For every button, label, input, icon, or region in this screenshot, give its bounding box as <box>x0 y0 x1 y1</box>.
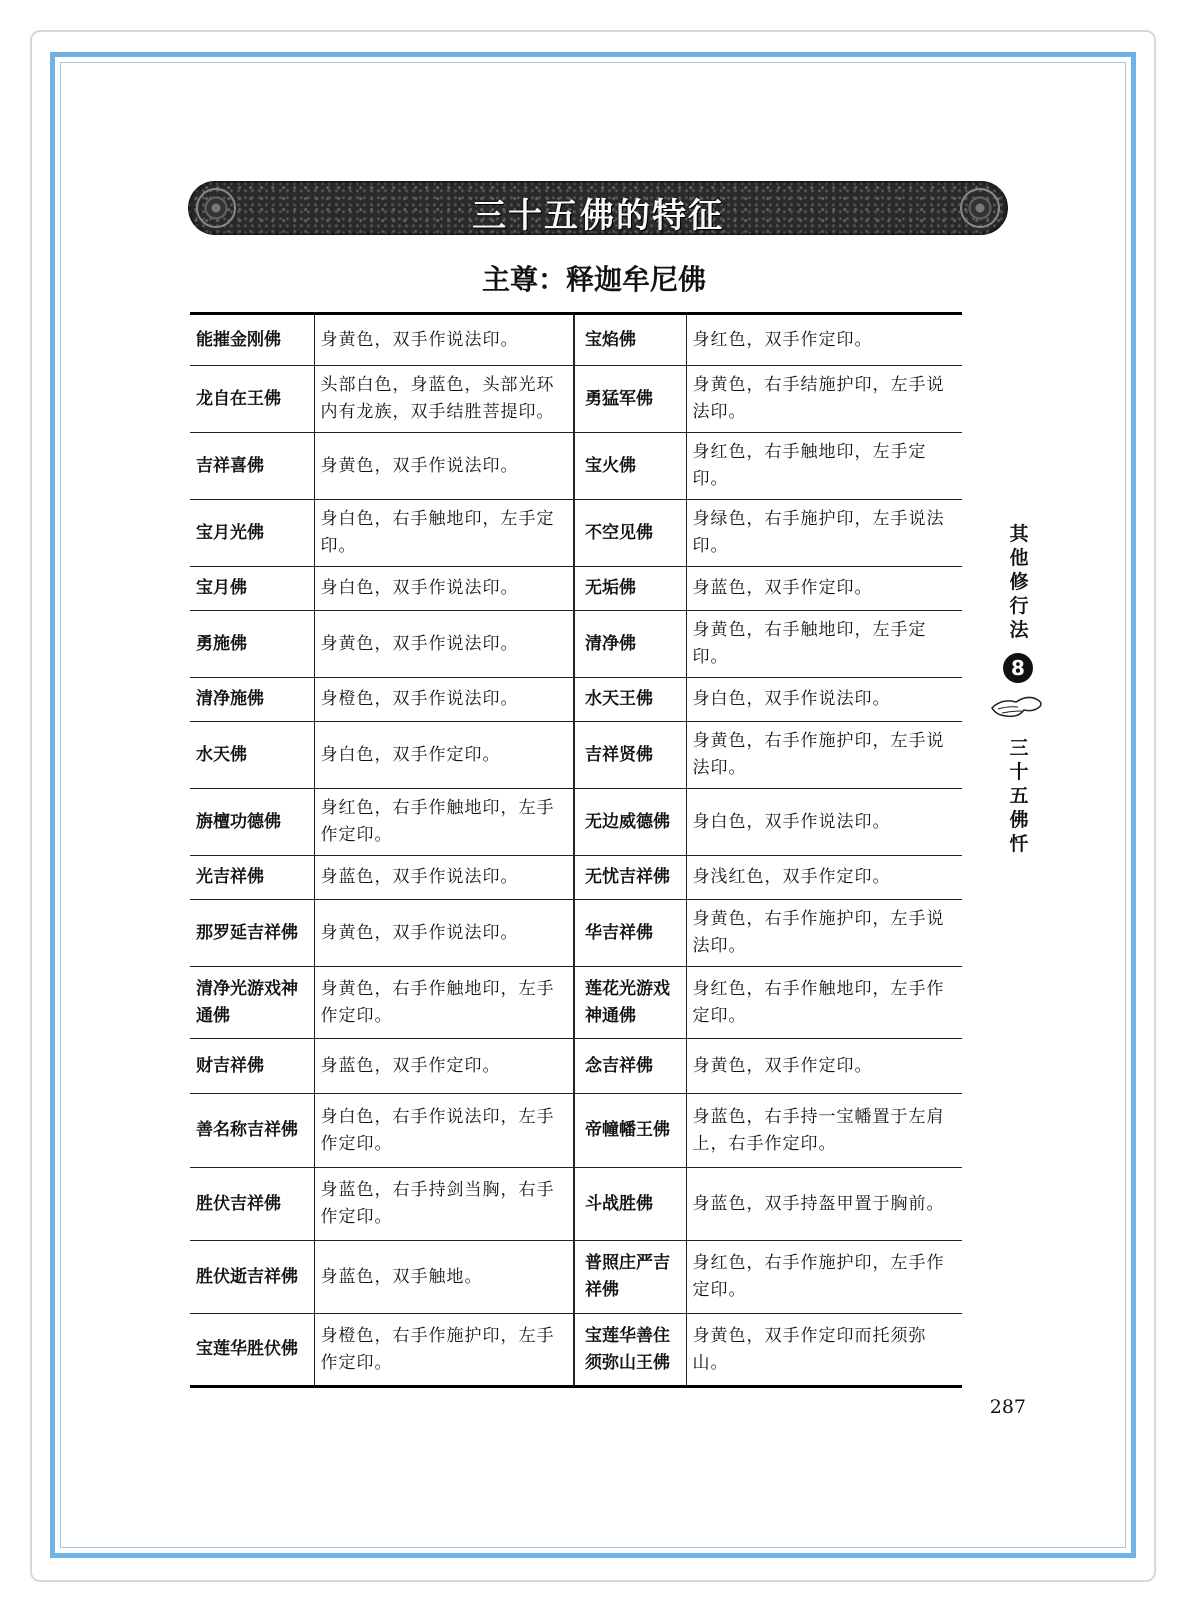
buddha-name: 胜伏吉祥佛 <box>190 1168 314 1241</box>
page-title: 三十五佛的特征 <box>472 196 724 236</box>
buddha-description: 头部白色，身蓝色，头部光环内有龙族，双手结胜菩提印。 <box>314 366 574 433</box>
buddha-description: 身红色，右手作触地印，左手作定印。 <box>686 967 962 1039</box>
buddha-name: 念吉祥佛 <box>574 1039 686 1094</box>
buddha-name: 宝月佛 <box>190 567 314 611</box>
buddha-name: 勇施佛 <box>190 611 314 678</box>
title-banner <box>188 181 1008 235</box>
hand-ornament-icon <box>988 688 1046 724</box>
buddha-name: 能摧金刚佛 <box>190 314 314 366</box>
buddha-description: 身黄色，双手作说法印。 <box>314 611 574 678</box>
buddha-name: 斗战胜佛 <box>574 1168 686 1241</box>
page-subtitle: 主尊：释迦牟尼佛 <box>481 263 706 296</box>
buddha-name: 光吉祥佛 <box>190 856 314 900</box>
table-row <box>190 567 962 611</box>
buddha-description: 身浅红色，双手作定印。 <box>686 856 962 900</box>
buddha-name: 华吉祥佛 <box>574 900 686 967</box>
buddha-name: 宝月光佛 <box>190 500 314 567</box>
buddha-description: 身橙色，双手作说法印。 <box>314 678 574 722</box>
buddha-name: 胜伏逝吉祥佛 <box>190 1241 314 1314</box>
buddha-name: 吉祥贤佛 <box>574 722 686 789</box>
buddha-description: 身蓝色，右手持剑当胸，右手作定印。 <box>314 1168 574 1241</box>
buddha-description: 身黄色，双手作定印。 <box>686 1039 962 1094</box>
buddha-description: 身白色，双手作定印。 <box>314 722 574 789</box>
buddha-name: 宝莲华胜伏佛 <box>190 1314 314 1387</box>
buddha-name: 勇猛军佛 <box>574 366 686 433</box>
table-row <box>190 433 962 500</box>
buddha-description: 身蓝色，双手触地。 <box>314 1241 574 1314</box>
table-row <box>190 1314 962 1387</box>
table-row <box>190 1039 962 1094</box>
buddha-description: 身白色，双手作说法印。 <box>686 678 962 722</box>
table-row <box>190 900 962 967</box>
table-row <box>190 1241 962 1314</box>
table-row <box>190 856 962 900</box>
buddha-table <box>190 312 962 1388</box>
buddha-name: 清净光游戏神通佛 <box>190 967 314 1039</box>
table-row <box>190 1168 962 1241</box>
buddha-description: 身黄色，右手作施护印，左手说法印。 <box>686 722 962 789</box>
buddha-description: 身蓝色，双手作定印。 <box>686 567 962 611</box>
buddha-description: 身白色，双手作说法印。 <box>314 567 574 611</box>
buddha-name: 无忧吉祥佛 <box>574 856 686 900</box>
table-row <box>190 366 962 433</box>
table-row <box>190 967 962 1039</box>
page-number: 287 <box>989 1396 1026 1418</box>
buddha-description: 身黄色，双手作说法印。 <box>314 433 574 500</box>
buddha-description: 身白色，双手作说法印。 <box>686 789 962 856</box>
table-row <box>190 789 962 856</box>
buddha-name: 水天佛 <box>190 722 314 789</box>
buddha-name: 吉祥喜佛 <box>190 433 314 500</box>
buddha-description: 身蓝色，双手持盔甲置于胸前。 <box>686 1168 962 1241</box>
buddha-description: 身黄色，双手作定印而托须弥山。 <box>686 1314 962 1387</box>
buddha-name: 水天王佛 <box>574 678 686 722</box>
buddha-description: 身黄色，右手结施护印，左手说法印。 <box>686 366 962 433</box>
buddha-name: 旃檀功德佛 <box>190 789 314 856</box>
buddha-description: 身蓝色，双手作说法印。 <box>314 856 574 900</box>
table-row <box>190 611 962 678</box>
buddha-name: 宝莲华善住须弥山王佛 <box>574 1314 686 1387</box>
buddha-name: 宝焰佛 <box>574 314 686 366</box>
buddha-description: 身红色，右手作触地印，左手作定印。 <box>314 789 574 856</box>
buddha-name: 善名称吉祥佛 <box>190 1094 314 1168</box>
section-label: 其他修行法 <box>1009 523 1029 641</box>
buddha-name: 清净佛 <box>574 611 686 678</box>
buddha-description: 身黄色，右手作触地印，左手作定印。 <box>314 967 574 1039</box>
buddha-description: 身红色，右手作施护印，左手作定印。 <box>686 1241 962 1314</box>
buddha-name: 财吉祥佛 <box>190 1039 314 1094</box>
buddha-name: 无垢佛 <box>574 567 686 611</box>
buddha-name: 不空见佛 <box>574 500 686 567</box>
buddha-description: 身红色，双手作定印。 <box>686 314 962 366</box>
subsection-label: 三十五佛忏 <box>1009 737 1029 855</box>
table-row <box>190 678 962 722</box>
table-row <box>190 1094 962 1168</box>
buddha-description: 身黄色，双手作说法印。 <box>314 314 574 366</box>
buddha-description: 身黄色，双手作说法印。 <box>314 900 574 967</box>
buddha-name: 宝火佛 <box>574 433 686 500</box>
buddha-name: 普照庄严吉祥佛 <box>574 1241 686 1314</box>
buddha-description: 身白色，右手作说法印，左手作定印。 <box>314 1094 574 1168</box>
table-row <box>190 722 962 789</box>
buddha-name: 清净施佛 <box>190 678 314 722</box>
buddha-name: 那罗延吉祥佛 <box>190 900 314 967</box>
buddha-description: 身黄色，右手作施护印，左手说法印。 <box>686 900 962 967</box>
buddha-name: 无边威德佛 <box>574 789 686 856</box>
buddha-description: 身蓝色，双手作定印。 <box>314 1039 574 1094</box>
table-row <box>190 500 962 567</box>
chapter-number-badge: 8 <box>1003 653 1033 683</box>
buddha-description: 身橙色，右手作施护印，左手作定印。 <box>314 1314 574 1387</box>
buddha-name: 帝幢幡王佛 <box>574 1094 686 1168</box>
buddha-description: 身蓝色，右手持一宝幡置于左肩上，右手作定印。 <box>686 1094 962 1168</box>
buddha-description: 身黄色，右手触地印，左手定印。 <box>686 611 962 678</box>
buddha-name: 龙自在王佛 <box>190 366 314 433</box>
table-row <box>190 314 962 366</box>
buddha-description: 身白色，右手触地印，左手定印。 <box>314 500 574 567</box>
buddha-description: 身绿色，右手施护印，左手说法印。 <box>686 500 962 567</box>
buddha-description: 身红色，右手触地印，左手定印。 <box>686 433 962 500</box>
buddha-name: 莲花光游戏神通佛 <box>574 967 686 1039</box>
